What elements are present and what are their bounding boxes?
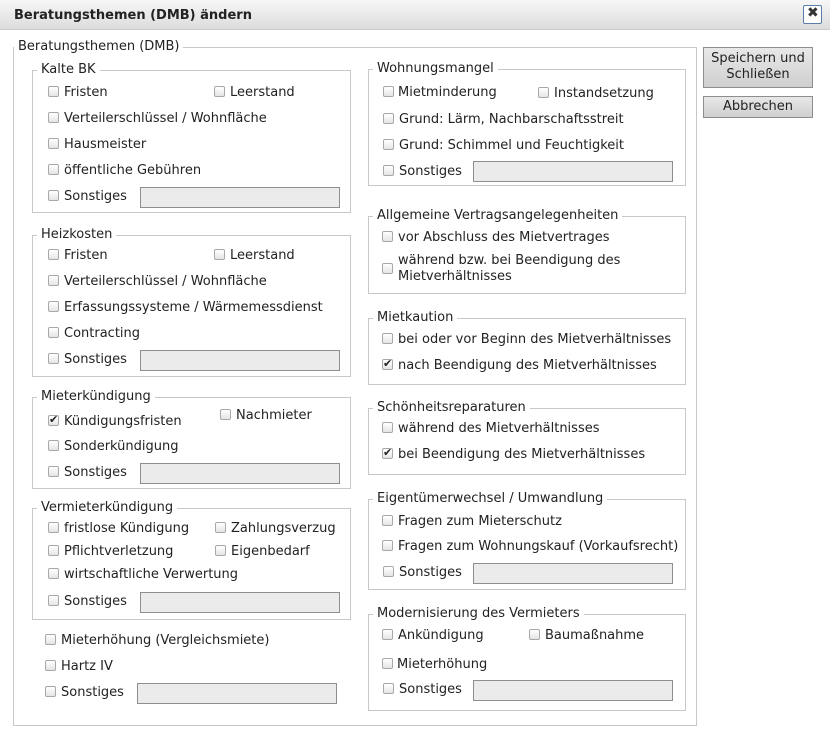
checkbox-verm-zahlungsverzug[interactable]	[215, 522, 226, 533]
label-verm-wirtschaftlich: wirtschaftliche Verwertung	[64, 567, 239, 582]
label-eig-wohnungskauf: Fragen zum Wohnungskauf (Vorkaufsrecht)	[398, 539, 679, 554]
verm-sonstiges-input[interactable]	[140, 592, 340, 613]
label-kaution-beendigung: nach Beendigung des Mietverhältnisses	[398, 358, 657, 373]
heiz-sonstiges-input[interactable]	[140, 350, 340, 371]
label-wm-schimmel: Grund: Schimmel und Feuchtigkeit	[399, 138, 624, 153]
label-wm-sonstiges: Sonstiges	[399, 164, 462, 179]
legend-schoenheit: Schönheitsreparaturen	[373, 400, 530, 416]
legend-wohnungsmangel: Wohnungsmangel	[373, 61, 498, 77]
checkbox-mod-mieterhoehung[interactable]	[382, 658, 393, 669]
checkbox-mieter-kuendigungsfristen[interactable]	[48, 415, 59, 426]
label-mod-ankuendigung: Ankündigung	[398, 628, 484, 643]
checkbox-wm-mietminderung[interactable]	[383, 86, 394, 97]
legend-modernisierung: Modernisierung des Vermieters	[373, 606, 584, 622]
label-kalte-hausmeister: Hausmeister	[64, 137, 147, 152]
checkbox-wm-schimmel[interactable]	[383, 139, 394, 150]
close-button[interactable]	[803, 5, 822, 24]
label-heiz-sonstiges: Sonstiges	[64, 352, 127, 367]
checkbox-vertrag-beendigung[interactable]	[382, 263, 393, 274]
label-vertrag-beendigung-1: während bzw. bei Beendigung des	[398, 253, 621, 268]
dialog-title: Beratungsthemen (DMB) ändern	[14, 8, 252, 23]
mieter-sonstiges-input[interactable]	[140, 463, 340, 484]
checkbox-mieterhoehung-vergleichsmiete[interactable]	[45, 634, 56, 645]
label-verm-pflicht: Pflichtverletzung	[64, 544, 174, 559]
label-kaution-beginn: bei oder vor Beginn des Mietverhältnisses	[398, 332, 672, 347]
label-mieter-kuendigungsfristen: Kündigungsfristen	[64, 414, 182, 429]
checkbox-mod-baumassnahme[interactable]	[529, 629, 540, 640]
checkbox-eig-mieterschutz[interactable]	[382, 515, 393, 526]
label-kalte-leerstand: Leerstand	[230, 85, 295, 100]
checkbox-wm-instandsetzung[interactable]	[538, 87, 549, 98]
checkbox-verm-fristlos[interactable]	[48, 522, 59, 533]
checkbox-heiz-contracting[interactable]	[48, 327, 59, 338]
standalone-sonstiges-input[interactable]	[137, 683, 337, 704]
label-standalone-sonstiges: Sonstiges	[61, 685, 124, 700]
legend-eigentuemer: Eigentümerwechsel / Umwandlung	[373, 491, 607, 507]
legend-heizkosten: Heizkosten	[37, 227, 116, 243]
save-close-button[interactable]	[703, 47, 813, 88]
label-wm-mietminderung: Mietminderung	[398, 85, 497, 100]
wm-sonstiges-input[interactable]	[473, 161, 673, 182]
label-verm-zahlungsverzug: Zahlungsverzug	[231, 521, 336, 536]
mod-sonstiges-input[interactable]	[473, 680, 673, 701]
label-schoen-beendigung: bei Beendigung des Mietverhältnisses	[398, 447, 646, 462]
label-heiz-verteiler: Verteilerschlüssel / Wohnfläche	[64, 274, 267, 289]
checkbox-eig-wohnungskauf[interactable]	[382, 540, 393, 551]
label-mieter-sonderkuendigung: Sonderkündigung	[64, 439, 179, 454]
checkbox-heiz-leerstand[interactable]	[214, 249, 225, 260]
close-icon: ✖	[807, 5, 819, 21]
checkbox-hartz-iv[interactable]	[45, 660, 56, 671]
checkbox-vertrag-abschluss[interactable]	[382, 231, 393, 242]
label-heiz-leerstand: Leerstand	[230, 248, 295, 263]
legend-vertrag: Allgemeine Vertragsangelegenheiten	[373, 208, 622, 224]
legend-mieterkuendigung: Mieterkündigung	[37, 389, 155, 405]
fieldset-schoenheit	[368, 400, 686, 475]
label-kalte-fristen: Fristen	[64, 85, 108, 100]
checkbox-kaution-beginn[interactable]	[382, 333, 393, 344]
legend-vermieterkuendigung: Vermieterkündigung	[37, 500, 177, 516]
checkbox-mieter-nachmieter[interactable]	[220, 409, 231, 420]
checkbox-kaution-beendigung[interactable]	[382, 359, 393, 370]
checkbox-kalte-hausmeister[interactable]	[48, 138, 59, 149]
checkbox-kalte-verteiler[interactable]	[48, 112, 59, 123]
checkbox-heiz-fristen[interactable]	[48, 249, 59, 260]
label-mod-sonstiges: Sonstiges	[399, 682, 462, 697]
legend-mietkaution: Mietkaution	[373, 310, 457, 326]
label-kalte-sonstiges: Sonstiges	[64, 189, 127, 204]
checkbox-mieter-sonderkuendigung[interactable]	[48, 440, 59, 451]
save-close-label: Speichern und Schließen	[711, 51, 805, 82]
checkbox-verm-wirtschaftlich[interactable]	[48, 568, 59, 579]
checkbox-mod-sonstiges[interactable]	[383, 683, 394, 694]
checkbox-wm-laerm[interactable]	[383, 113, 394, 124]
checkbox-kalte-sonstiges[interactable]	[48, 190, 59, 201]
eig-sonstiges-input[interactable]	[473, 563, 673, 584]
label-wm-instandsetzung: Instandsetzung	[554, 86, 654, 101]
legend-kalte-bk: Kalte BK	[37, 62, 100, 78]
checkbox-verm-pflicht[interactable]	[48, 545, 59, 556]
checkbox-heiz-sonstiges[interactable]	[48, 353, 59, 364]
label-vertrag-abschluss: vor Abschluss des Mietvertrages	[398, 230, 610, 245]
checkbox-heiz-erfassung[interactable]	[48, 301, 59, 312]
checkbox-verm-eigenbedarf[interactable]	[215, 545, 226, 556]
label-schoen-waehrend: während des Mietverhältnisses	[398, 421, 600, 436]
label-mieterhoehung-vergleichsmiete: Mieterhöhung (Vergleichsmiete)	[61, 633, 270, 648]
label-kalte-verteiler: Verteilerschlüssel / Wohnfläche	[64, 111, 267, 126]
label-heiz-erfassung: Erfassungssysteme / Wärmemessdienst	[64, 300, 323, 315]
cancel-button[interactable]	[703, 96, 813, 118]
checkbox-kalte-fristen[interactable]	[48, 86, 59, 97]
label-verm-eigenbedarf: Eigenbedarf	[231, 544, 310, 559]
dialog-titlebar	[0, 0, 830, 30]
checkbox-mieter-sonstiges[interactable]	[48, 466, 59, 477]
label-eig-sonstiges: Sonstiges	[399, 565, 462, 580]
label-eig-mieterschutz: Fragen zum Mieterschutz	[398, 514, 562, 529]
checkbox-schoen-waehrend[interactable]	[382, 422, 393, 433]
kalte-sonstiges-input[interactable]	[140, 187, 340, 208]
legend-beratungsthemen: Beratungsthemen (DMB)	[14, 39, 183, 55]
label-mieter-sonstiges: Sonstiges	[64, 465, 127, 480]
checkbox-eig-sonstiges[interactable]	[383, 566, 394, 577]
checkbox-kalte-leerstand[interactable]	[214, 86, 225, 97]
checkbox-schoen-beendigung[interactable]	[382, 448, 393, 459]
label-kalte-gebuehren: öffentliche Gebühren	[64, 163, 202, 178]
label-wm-laerm: Grund: Lärm, Nachbarschaftsstreit	[399, 112, 624, 127]
checkbox-mod-ankuendigung[interactable]	[382, 629, 393, 640]
checkbox-standalone-sonstiges[interactable]	[45, 686, 56, 697]
label-hartz-iv: Hartz IV	[61, 659, 113, 674]
checkbox-kalte-gebuehren[interactable]	[48, 164, 59, 175]
cancel-label: Abbrechen	[722, 99, 794, 114]
label-verm-sonstiges: Sonstiges	[64, 594, 127, 609]
label-mod-mieterhoehung: Mieterhöhung	[397, 657, 488, 672]
label-heiz-contracting: Contracting	[64, 326, 141, 341]
checkbox-heiz-verteiler[interactable]	[48, 275, 59, 286]
label-mieter-nachmieter: Nachmieter	[236, 408, 312, 423]
fieldset-mietkaution	[368, 310, 686, 385]
label-vertrag-beendigung-2: Mietverhältnisses	[398, 269, 512, 284]
checkbox-wm-sonstiges[interactable]	[383, 165, 394, 176]
checkbox-verm-sonstiges[interactable]	[48, 595, 59, 606]
label-verm-fristlos: fristlose Kündigung	[64, 521, 190, 536]
label-mod-baumassnahme: Baumaßnahme	[545, 628, 645, 643]
label-heiz-fristen: Fristen	[64, 248, 108, 263]
